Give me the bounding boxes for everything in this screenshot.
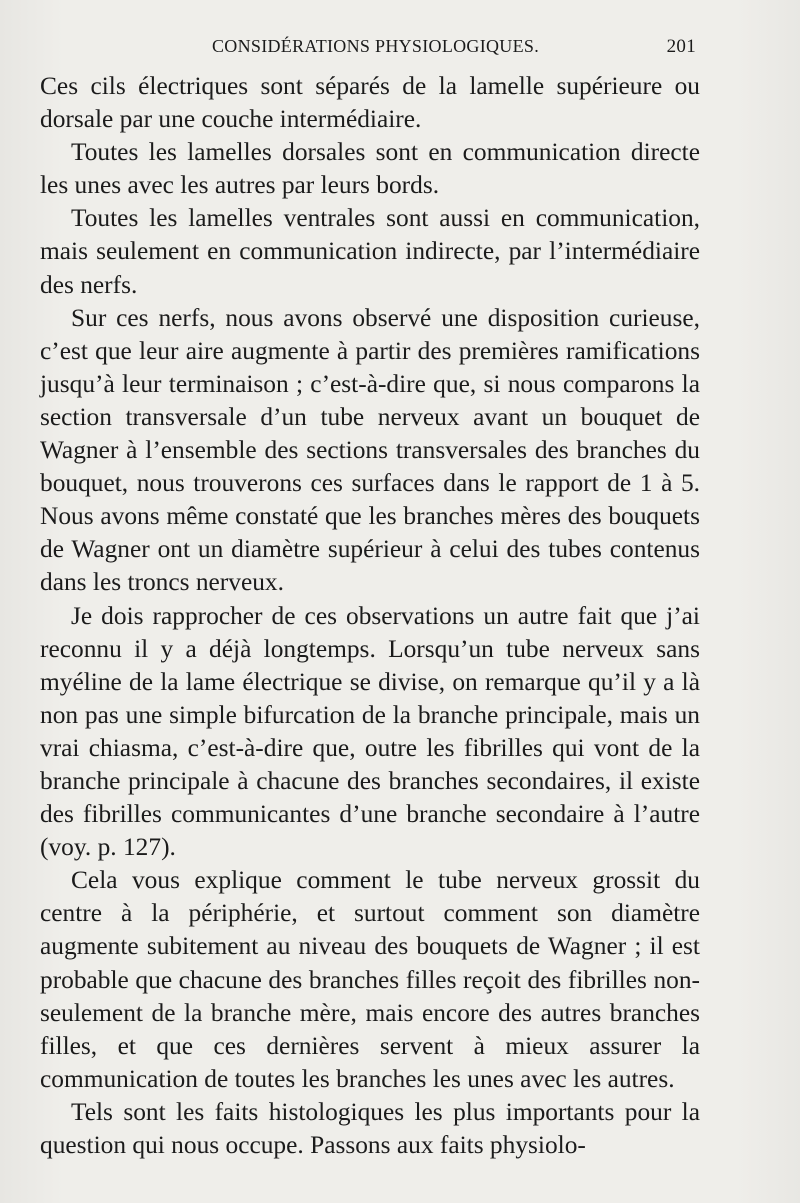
paragraph: Cela vous explique comment le tube nerveux grossit du centre à la périphérie, et surtout comment son diamètre augmente subitement au niveau des bouquets de Wagner ; il est probable que chacune des branches filles reçoit des fibrilles non-seulement de la branche mère, mais encore des autres branches filles, et que ces dernières servent à mieux assurer la communication de toutes les branches les unes avec les autres. bbox=[40, 866, 700, 1093]
paragraph: Toutes les lamelles ventrales sont aussi en communication, mais seulement en communication indirecte, par l’intermédiaire des nerfs. bbox=[40, 204, 700, 299]
page-header bbox=[40, 36, 700, 60]
paragraph: Sur ces nerfs, nous avons observé une disposition curieuse, c’est que leur aire augmente à partir des premières ramifications jusqu’à leur terminaison ; c’est-à-dire que, si nous comparons la section transversale d’un tube nerveux avant un bouquet de Wagner à l’ensemble des sections transversales des branches du bouquet, nous trouverons ces surfaces dans le rapport de 1 à 5. Nous avons même constaté que les branches mères des bouquets de Wagner ont un diamètre supérieur à celui des tubes contenus dans les troncs nerveux. bbox=[40, 303, 700, 597]
paragraph: Toutes les lamelles dorsales sont en communication directe les unes avec les autres par leurs bords. bbox=[40, 138, 700, 200]
page-number: 201 bbox=[666, 36, 696, 57]
paragraph: Je dois rapprocher de ces observations un autre fait que j’ai reconnu il y a déjà longtemps. Lorsqu’un tube nerveux sans myéline de la lame électrique se divise, on remarque qu’il y a là non pas une simple bifurcation de la branche principale, mais un vrai chiasma, c’est-à-dire que, outre les fibrilles qui vont de la branche principale à chacune des branches secondaires, il existe des fibrilles communicantes d’une branche secondaire à l’autre (voy. p. 127). bbox=[40, 601, 700, 862]
body-text bbox=[40, 70, 700, 1162]
paragraph: Tels sont les faits histologiques les plus importants pour la question qui nous occupe. Passons aux faits physiolo- bbox=[40, 1097, 700, 1159]
paragraph: Ces cils électriques sont séparés de la lamelle supérieure ou dorsale par une couche intermédiaire. bbox=[40, 72, 700, 134]
running-title: CONSIDÉRATIONS PHYSIOLOGIQUES. bbox=[212, 36, 540, 56]
